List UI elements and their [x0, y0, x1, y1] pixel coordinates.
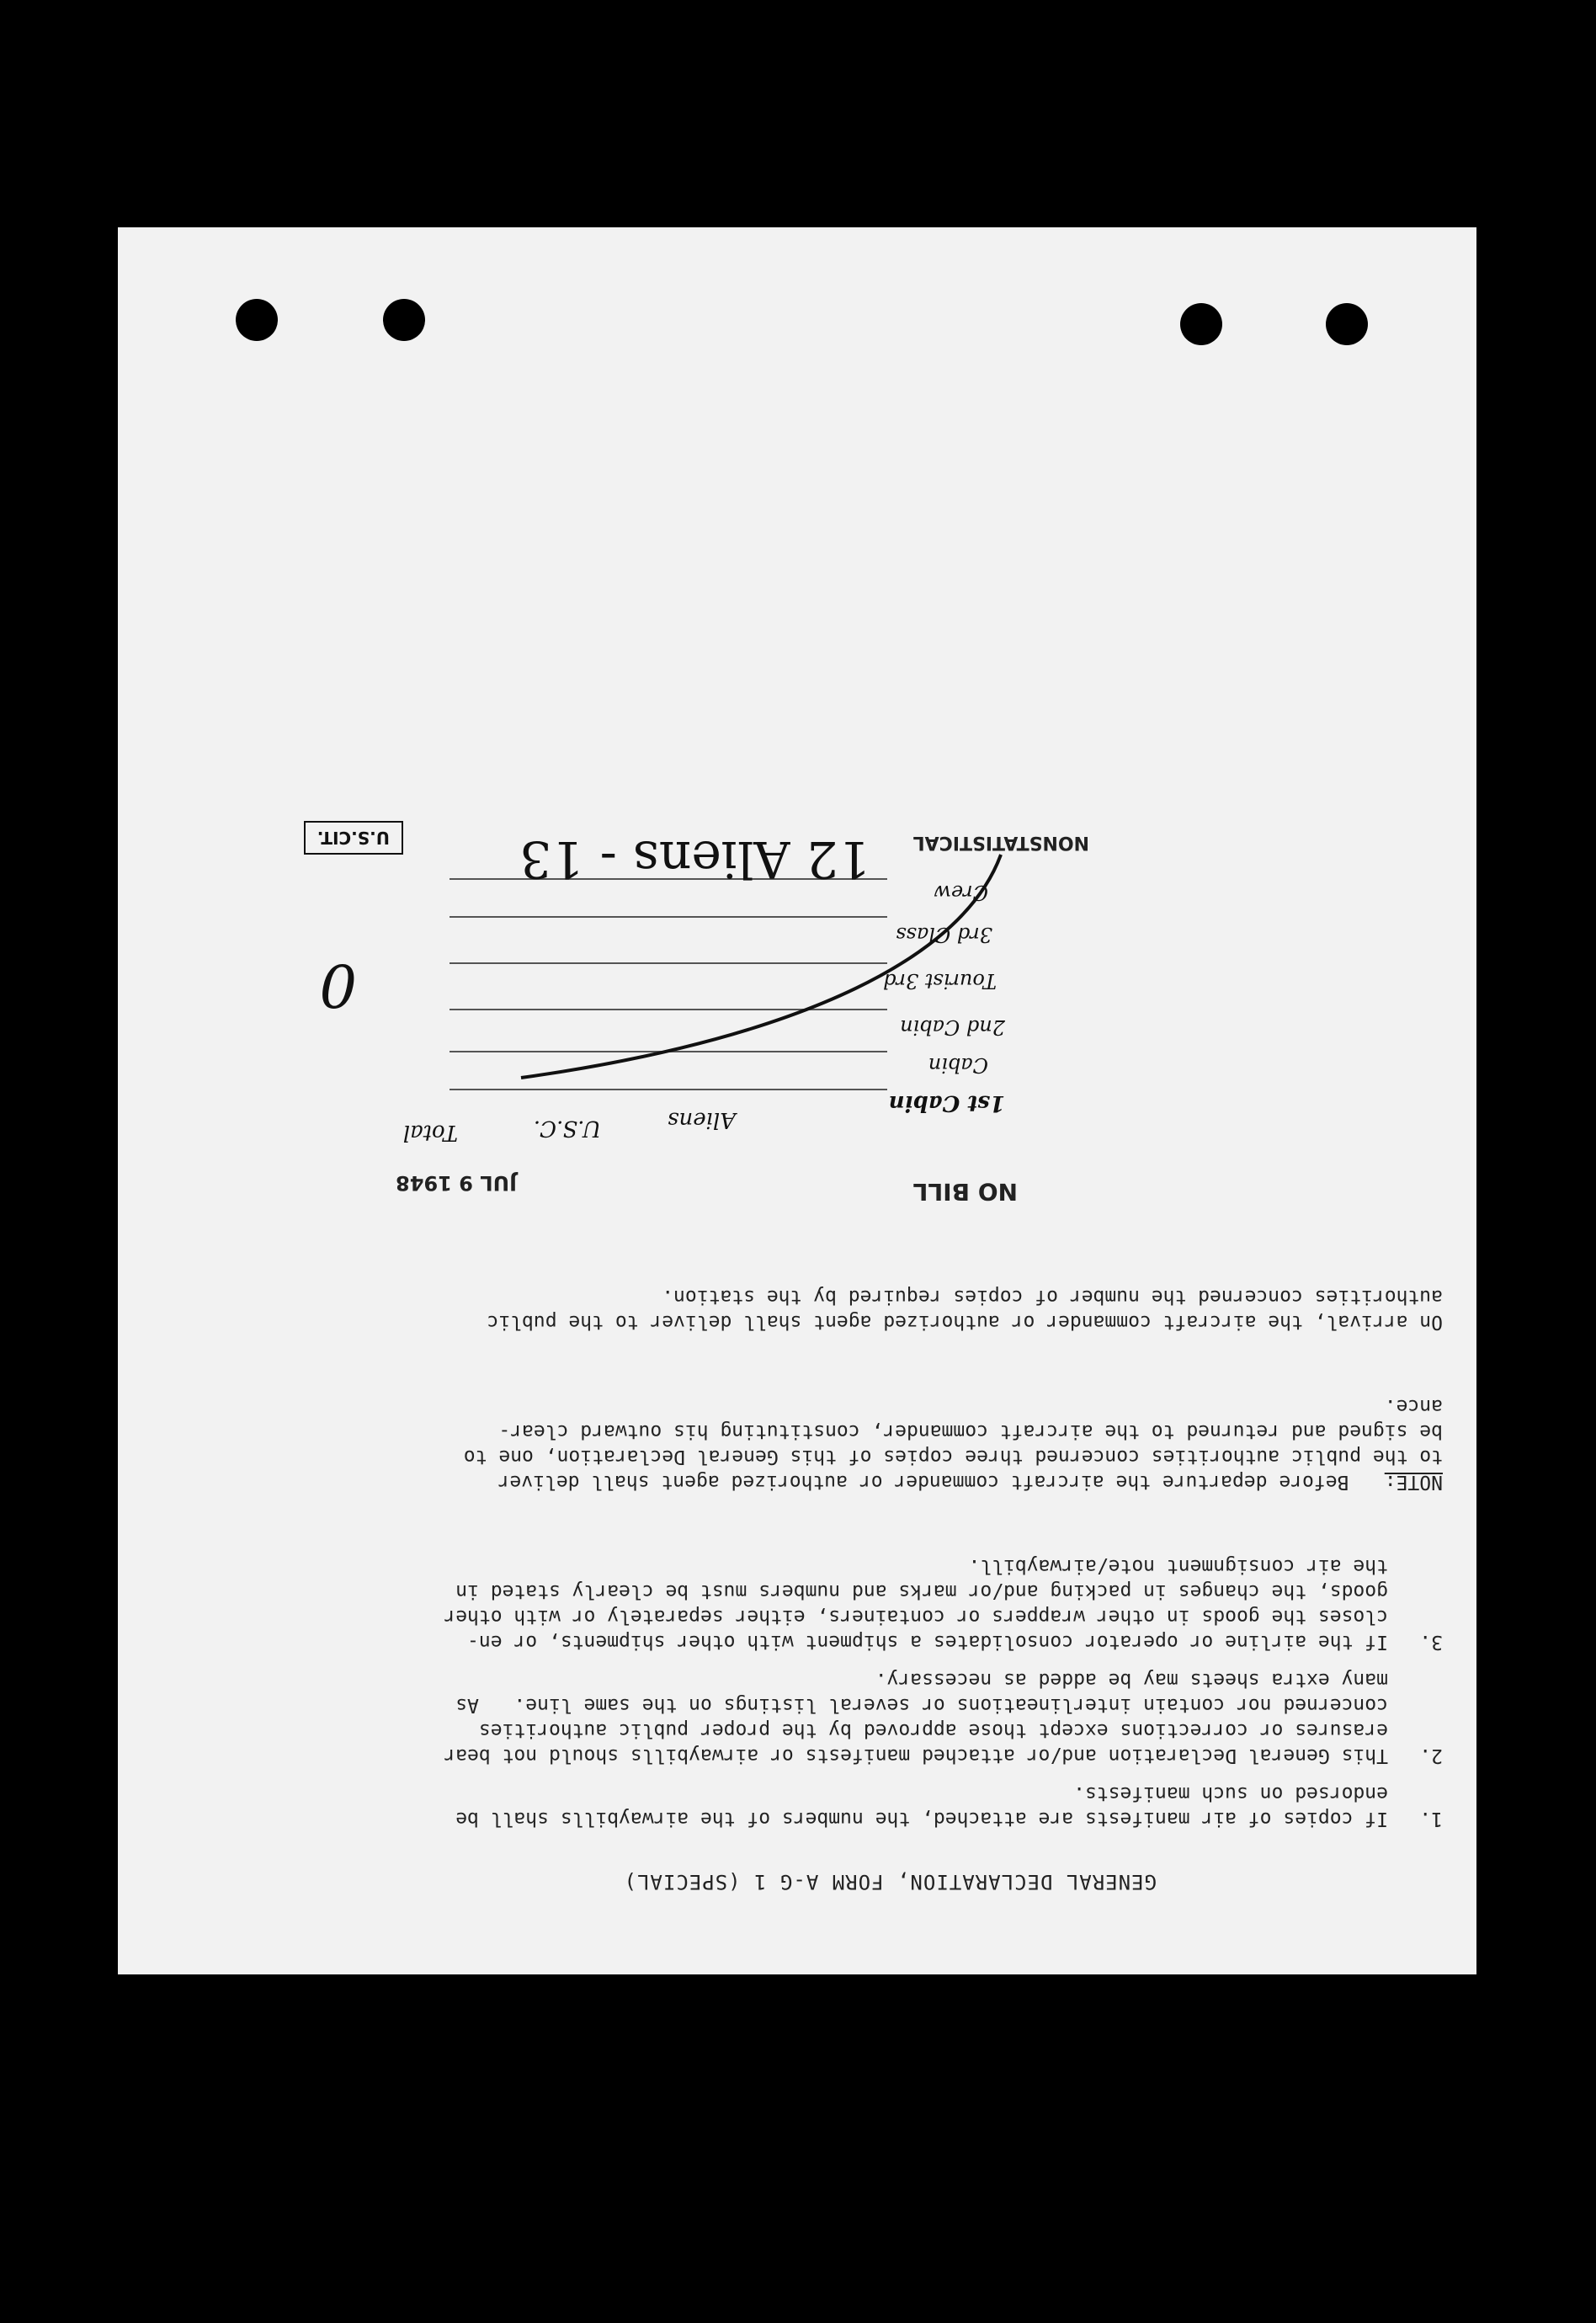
- handwritten-zero: 0: [319, 951, 357, 1020]
- note-label: NOTE:: [1384, 1471, 1443, 1493]
- tally-line: [450, 1089, 887, 1090]
- handwritten-aliens-count: 12 Aliens - 13: [519, 829, 870, 888]
- item-3-number: 3.: [1419, 1631, 1443, 1653]
- note-text: Before departure the aircraft commander or authorized agent shall deliver to the public authorities concerned three copies of this General Declaration, one to be signed and returned to the aircraft commander, constituting his outward clear- ance.: [463, 1395, 1443, 1493]
- tally-row-label: Tourist 3rd: [883, 969, 997, 993]
- us-cit-stamp: U.S.CIT.: [304, 821, 403, 855]
- arrival-text: On arrival, the aircraft commander or authorized agent shall deliver to the public authorities concerned the number of copies required by the station.: [487, 1286, 1443, 1333]
- tally-col-usc: U.S.C.: [533, 1116, 601, 1141]
- document-content: [118, 227, 1476, 1974]
- item-1-number: 1.: [1419, 1808, 1443, 1830]
- tally-col-total: Total: [402, 1120, 458, 1145]
- nonstatistical-stamp: NONSTATISTICAL: [912, 832, 1089, 853]
- tally-row-label: Cabin: [928, 1053, 988, 1077]
- tally-row-label: 1st Cabin: [888, 1090, 1005, 1116]
- form-title: GENERAL DECLARATION, FORM A-G 1 (SPECIAL): [623, 1870, 1157, 1894]
- date-stamp: JUL 9 1948: [396, 1171, 517, 1195]
- no-bill-stamp: NO BILL: [912, 1178, 1018, 1206]
- item-1-text: If copies of air manifests are attached, the numbers of the airwaybills shall be endorsed on such manifests.: [455, 1782, 1388, 1830]
- document-page: [118, 227, 1476, 1974]
- item-2-number: 2.: [1419, 1745, 1443, 1766]
- tally-row-label: 3rd Class: [896, 923, 992, 946]
- tally-col-aliens: Aliens: [668, 1107, 736, 1132]
- item-2-text: This General Declaration and/or attached manifests or airwaybills should not bear erasures or corrections except those approved by the proper public authorities concerned nor contain interlineations or several listings on the same line. As many extra sheets may be added as necessary.: [444, 1669, 1388, 1766]
- item-3-text: If the airline or operator consolidates a shipment with other shipments, or en- closes the goods in other wrappers or containers, either separately or with other goods, the changes in packing and/or marks and numbers must be clearly stated in the air consignment note/airwaybill.: [444, 1555, 1388, 1653]
- tally-row-label: 2nd Cabin: [900, 1015, 1005, 1039]
- tally-row-label: Crew: [934, 881, 988, 904]
